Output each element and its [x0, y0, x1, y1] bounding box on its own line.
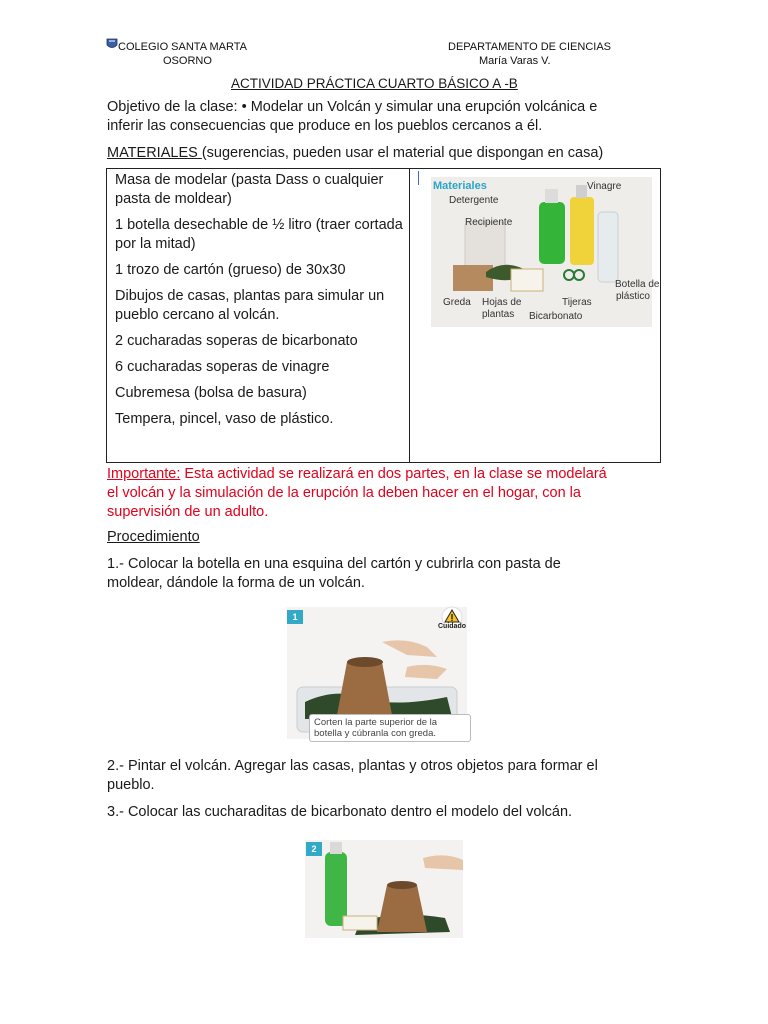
list-item: 1 botella desechable de ½ litro (traer cortada por la mitad) — [115, 217, 403, 252]
objective-line-2: inferir las consecuencias que produce en los pueblos cercanos a él. — [107, 118, 543, 134]
warning-label: Cuidado — [438, 623, 466, 630]
important-line-3: supervisión de un adulto. — [107, 504, 269, 520]
label-vinagre: Vinagre — [587, 181, 622, 192]
step-1-photo — [287, 607, 467, 739]
materials-heading — [107, 144, 603, 163]
step-3-text: 3.- Colocar las cucharaditas de bicarbonato dentro el modelo del volcán. — [107, 804, 573, 820]
department-name: DEPARTAMENTO DE CIENCIAS — [448, 41, 611, 53]
important-label: Importante: — [107, 466, 181, 482]
label-hojas-2: plantas — [482, 309, 515, 320]
materials-list — [115, 171, 405, 436]
step-2-badge: 2 — [306, 842, 322, 856]
important-line-1: Importante: Esta actividad se realizará en dos partes, en la clase se modelará — [107, 466, 607, 482]
list-item: Tempera, pincel, vaso de plástico. — [115, 411, 334, 427]
school-city: OSORNO — [163, 55, 212, 67]
step-2-line-1: 2.- Pintar el volcán. Agregar las casas, plantas y otros objetos para formar el — [107, 758, 598, 774]
label-recipiente: Recipiente — [465, 217, 513, 228]
list-item: 6 cucharadas soperas de vinagre — [115, 359, 330, 375]
school-name: COLEGIO SANTA MARTA — [118, 41, 247, 53]
label-detergente: Detergente — [449, 195, 499, 206]
label-hojas-1: Hojas de — [482, 297, 522, 308]
label-greda: Greda — [443, 297, 471, 308]
list-item: Dibujos de casas, plantas para simular un pueblo cercano al volcán. — [115, 288, 385, 323]
text-cursor — [418, 171, 419, 185]
materials-photo — [431, 177, 660, 327]
step-1-line-2: moldear, dándole la forma de un volcán. — [107, 575, 365, 591]
label-bicarbonato: Bicarbonato — [529, 311, 583, 322]
step-1-caption: Corten la parte superior de la botella y cúbranla con greda. — [309, 714, 471, 742]
label-botella-1: Botella de — [615, 279, 660, 290]
materials-table — [106, 168, 661, 463]
teacher-name: María Varas V. — [479, 55, 551, 67]
materials-heading-note: (sugerencias, pueden usar el material que dispongan en casa) — [201, 145, 604, 161]
list-item: 2 cucharadas soperas de bicarbonato — [115, 333, 358, 349]
school-logo — [106, 37, 118, 49]
step-2-line-2: pueblo. — [107, 777, 155, 793]
materials-photo-title: Materiales — [433, 180, 487, 192]
materials-heading-label: MATERIALES — [107, 145, 202, 161]
important-line-2: el volcán y la simulación de la erupción la deben hacer en el hogar, con la — [107, 485, 581, 501]
list-item: 1 trozo de cartón (grueso) de 30x30 — [115, 262, 346, 278]
page-title: ACTIVIDAD PRÁCTICA CUARTO BÁSICO A -B — [231, 76, 518, 91]
step-1-badge: 1 — [287, 610, 303, 624]
step-2-photo — [305, 840, 463, 946]
step-1-line-1: 1.- Colocar la botella en una esquina del cartón y cubrirla con pasta de — [107, 556, 561, 572]
procedure-heading: Procedimiento — [107, 529, 200, 545]
list-item: Masa de modelar (pasta Dass o cualquier pasta de moldear) — [115, 172, 384, 207]
list-item: Cubremesa (bolsa de basura) — [115, 385, 307, 401]
table-divider — [409, 169, 410, 462]
objective-line-1: Objetivo de la clase: • Modelar un Volcán y simular una erupción volcánica e — [107, 99, 598, 115]
label-botella-2: plástico — [616, 291, 650, 302]
label-tijeras: Tijeras — [562, 297, 592, 308]
